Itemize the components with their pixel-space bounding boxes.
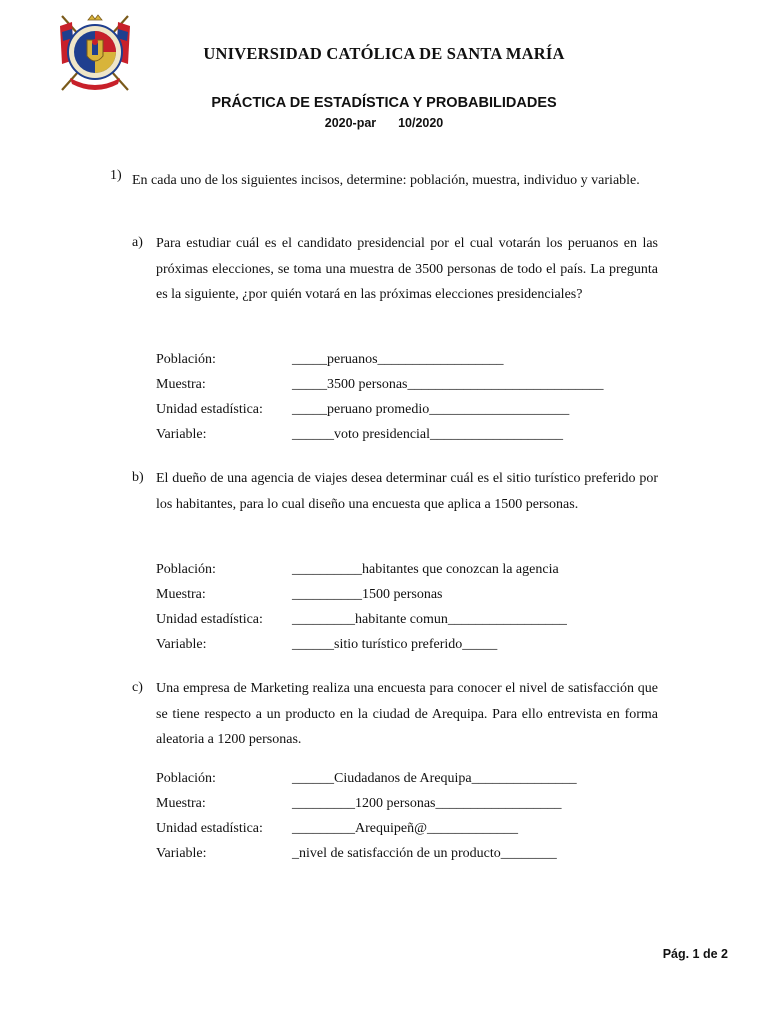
item-a-muestra-value: _____3500 personas____________________________ xyxy=(292,377,604,392)
item-a-variable-value: ______voto presidencial___________________ xyxy=(292,427,564,442)
item-c-text: Una empresa de Marketing realiza una encuesta para conocer el nivel de satisfacción que se tiene respecto a un producto en la ciudad de Arequipa. Para ello entrevista en forma aleatoria a 1200 personas. xyxy=(156,681,658,747)
item-c-variable-label: Variable: xyxy=(156,846,207,861)
item-a-unidad-value: _____peruano promedio____________________ xyxy=(292,402,570,417)
item-b-poblacion-label: Población: xyxy=(156,562,216,577)
item-c-variable-value: _nivel de satisfacción de un producto________ xyxy=(292,846,557,861)
document-title: PRÁCTICA DE ESTADÍSTICA Y PROBABILIDADES xyxy=(211,95,557,111)
question-number: 1) xyxy=(110,168,122,183)
item-c-muestra-label: Muestra: xyxy=(156,796,206,811)
item-c-poblacion-value: ______Ciudadanos de Arequipa_______________ xyxy=(292,771,577,786)
item-b-variable-label: Variable: xyxy=(156,637,207,652)
item-c-letter: c) xyxy=(132,680,143,695)
item-c-poblacion-label: Población: xyxy=(156,771,216,786)
question-text: En cada uno de los siguientes incisos, determine: población, muestra, individuo y variable. xyxy=(132,173,640,188)
item-c-unidad-label: Unidad estadística: xyxy=(156,821,263,836)
item-a-poblacion-value: _____peruanos__________________ xyxy=(292,352,504,367)
item-a-variable-label: Variable: xyxy=(156,427,207,442)
item-c-muestra-value: _________1200 personas__________________ xyxy=(292,796,562,811)
item-a-letter: a) xyxy=(132,235,143,250)
item-a-poblacion-label: Población: xyxy=(156,352,216,367)
page-number: Pág. 1 de 2 xyxy=(662,947,728,961)
document-subtitle: 2020-par 10/2020 xyxy=(324,116,444,130)
item-a-muestra-label: Muestra: xyxy=(156,377,206,392)
item-b-poblacion-value: __________habitantes que conozcan la agencia xyxy=(292,562,559,577)
item-b-variable-value: ______sitio turístico preferido_____ xyxy=(292,637,498,652)
item-c-unidad-value: _________Arequipeñ@_____________ xyxy=(292,821,518,836)
university-name: UNIVERSIDAD CATÓLICA DE SANTA MARÍA xyxy=(203,44,565,63)
item-b-unidad-label: Unidad estadística: xyxy=(156,612,263,627)
item-a-text: Para estudiar cuál es el candidato presidencial por el cual votarán los peruanos en las próximas elecciones, se toma una muestra de 3500 personas de todo el país. La pregunta es la siguiente, ¿por quién votará en las próximas elecciones presidenciales? xyxy=(156,236,658,302)
item-b-text: El dueño de una agencia de viajes desea determinar cuál es el sitio turístico preferido por los habitantes, para lo cual diseño una encuesta que aplica a 1500 personas. xyxy=(156,471,658,512)
item-b-muestra-label: Muestra: xyxy=(156,587,206,602)
item-b-letter: b) xyxy=(132,470,144,485)
item-b-unidad-value: _________habitante comun_________________ xyxy=(292,612,567,627)
item-a-unidad-label: Unidad estadística: xyxy=(156,402,263,417)
item-b-muestra-value: __________1500 personas xyxy=(292,587,443,602)
